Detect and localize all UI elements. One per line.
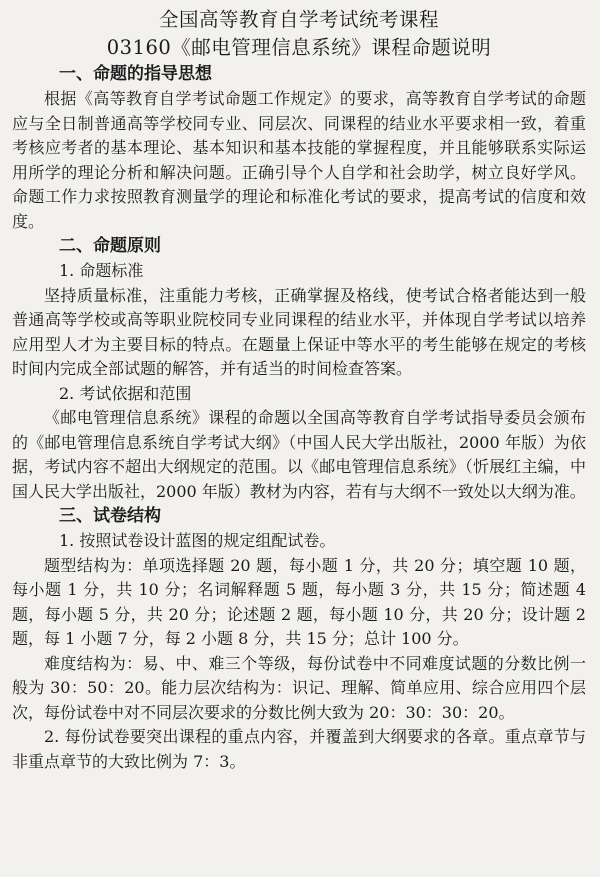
section2-subheading-1: 1. 命题标准 bbox=[59, 261, 144, 280]
section2-heading: 二、命题原则 bbox=[59, 236, 161, 256]
section3-paragraph-3: 2. 每份试卷要突出课程的重点内容，并覆盖到大纲要求的各章。重点章节与非重点章节的大致比例为 7：3。 bbox=[12, 727, 586, 771]
section3-paragraph-2: 难度结构为：易、中、难三个等级，每份试卷中不同难度试题的分数比例一般为 30：50：20。能力层次结构为：识记、理解、简单应用、综合应用四个层次，每份试卷中对不同层次要求的分数比例大致为 20：30：30：20。 bbox=[12, 653, 586, 722]
section1-paragraph: 根据《高等教育自学考试命题工作规定》的要求，高等教育自学考试的命题应与全日制普通高等学校同专业、同层次、同课程的结业水平要求相一致，着重考核应考者的基本理论、基本知识和基本技能的掌握程度，并且能够联系实际运用所学的理论分析和解决问题。正确引导个人自学和社会助学，树立良好学风。命题工作力求按照教育测量学的理论和标准化考试的要求，提高考试的信度和效度。 bbox=[12, 89, 586, 231]
section2-paragraph-2: 《邮电管理信息系统》课程的命题以全国高等教育自学考试指导委员会颁布的《邮电管理信息系统自学考试大纲》（中国人民大学出版社，2000 年版）为依据，考试内容不超出大纲规定的范围。以《邮电管理信息系统》（忻展红主编，中国人民大学出版社，2000 年版）教材为内容，若有与大纲不一致处以大纲为准。 bbox=[12, 408, 586, 501]
section3-paragraph-1: 题型结构为：单项选择题 20 题，每小题 1 分，共 20 分；填空题 10 题，每小题 1 分，共 10 分；名词解释题 5 题，每小题 3 分，共 15 分；简述题 4 题，每小题 5 分，共 20 分；论述题 2 题，每小题 10 分，共 20 分；设计题 2 题，每 1 小题 7 分，每 2 小题 8 分，共 15 分；总计 100 分。 bbox=[12, 555, 586, 648]
document-title-line2: 03160《邮电管理信息系统》课程命题说明 bbox=[106, 36, 492, 59]
section1-heading: 一、命题的指导思想 bbox=[59, 64, 212, 84]
section3-subheading-1: 1. 按照试卷设计蓝图的规定组配试卷。 bbox=[59, 531, 336, 550]
section2-subheading-2: 2. 考试依据和范围 bbox=[59, 383, 192, 403]
section2-paragraph-1: 坚持质量标准，注重能力考核，正确掌握及格线，使考试合格者能达到一般普通高等学校或高等职业院校同专业同课程的结业水平，并体现自学考试以培养应用型人才为主要目标的特点。在题量上保证中等水平的考生能够在规定的考核时间内完成全部试题的解答，并有适当的时间检查答案。 bbox=[12, 285, 586, 378]
document-title-line1: 全国高等教育自学考试统考课程 bbox=[158, 8, 439, 31]
section3-heading: 三、试卷结构 bbox=[59, 506, 161, 526]
